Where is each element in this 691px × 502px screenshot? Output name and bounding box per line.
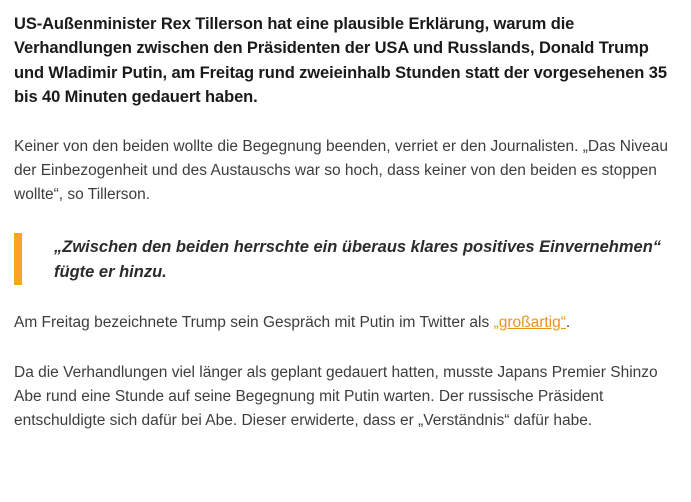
grossartig-link[interactable]: „großartig“ bbox=[493, 314, 566, 332]
article-lead-paragraph: US-Außenminister Rex Tillerson hat eine plausible Erklärung, warum die Verhandlungen zwischen den Präsidenten der USA und Russlands, Donald Trump und Wladimir Putin, am Freitag rund zweieinhalb Stunden statt der vorgesehenen 35 bis 40 Minuten gedauert haben. bbox=[14, 15, 667, 106]
article-paragraph-1: Keiner von den beiden wollte die Begegnung beenden, verriet er den Journalisten. „Das Niveau der Einbezogenheit und des Austauschs war so hoch, dass keiner von den beiden es stoppen wollte“, so Tillerson. bbox=[14, 138, 669, 204]
article-paragraph-3: Da die Verhandlungen viel länger als geplant gedauert hatten, musste Japans Premier Shinzo Abe rund eine Stunde auf seine Begegnung mit Putin warten. Der russische Präsident entschuldigte sich dafür bei Abe. Dieser erwiderte, dass er „Verständnis“ dafür habe. bbox=[14, 364, 658, 430]
pull-quote-text: „Zwischen den beiden herrschte ein überaus klares positives Einvernehmen“ fügte er hinzu. bbox=[54, 238, 662, 281]
pull-quote-accent-bar bbox=[14, 233, 22, 285]
paragraph-2-text-before-link: Am Freitag bezeichnete Trump sein Gespräch mit Putin im Twitter als bbox=[14, 314, 494, 332]
pull-quote bbox=[14, 233, 677, 285]
paragraph-2-text-after-link: . bbox=[565, 314, 571, 332]
article-paragraph-2 bbox=[14, 311, 677, 335]
